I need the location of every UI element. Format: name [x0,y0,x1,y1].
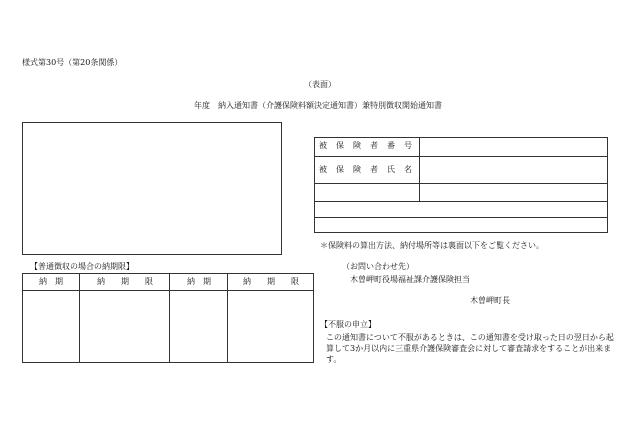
header-divider [23,290,313,291]
row-divider [419,157,420,183]
appeal-heading: 【不服の申立】 [320,320,376,329]
row-divider [419,138,420,156]
insured-number-label: 被保険者番号 [319,141,421,150]
column-header: 納 期 [187,277,211,286]
form-number: 様式第30号（第20条関係） [22,58,123,67]
address-box [22,122,282,255]
period-column [23,274,79,362]
blank-row [315,184,607,202]
insured-name-row [315,157,607,184]
deadline-column [227,274,314,362]
payment-period-heading: 【普通徴収の場合の納期限】 [30,262,134,271]
side-label: （表面） [304,80,336,89]
document-title: 年度 納入通知書（介護保険料額決定通知書）兼特別徴収開始通知書 [194,101,442,110]
insured-number-row [315,138,607,157]
period-column [169,274,228,362]
calculation-note: ＊保険料の算出方法、納付場所等は裏面以下をご覧ください。 [320,241,544,250]
inquiry-department: 木曽岬町役場福祉課介護保険担当 [350,275,470,284]
mayor-name: 木曽岬町長 [470,296,510,305]
inquiry-label: （お問い合わせ先） [342,262,414,271]
row-divider [419,184,420,201]
insured-info-table [314,137,608,233]
blank-row [315,202,607,218]
blank-row [315,218,607,234]
column-header: 納 期 [39,277,63,286]
appeal-body: この通知書について不服があるときは、この通知書を受け取った日の翌日から起算して3か月以内に三重県介護保険審査会に対して審査請求をすることが出来ます。 [326,333,614,364]
payment-period-table [22,273,314,363]
column-header: 納 期 限 [243,277,299,286]
insured-name-label: 被保険者氏名 [319,165,421,174]
column-header: 納 期 限 [97,277,153,286]
deadline-column [79,274,170,362]
